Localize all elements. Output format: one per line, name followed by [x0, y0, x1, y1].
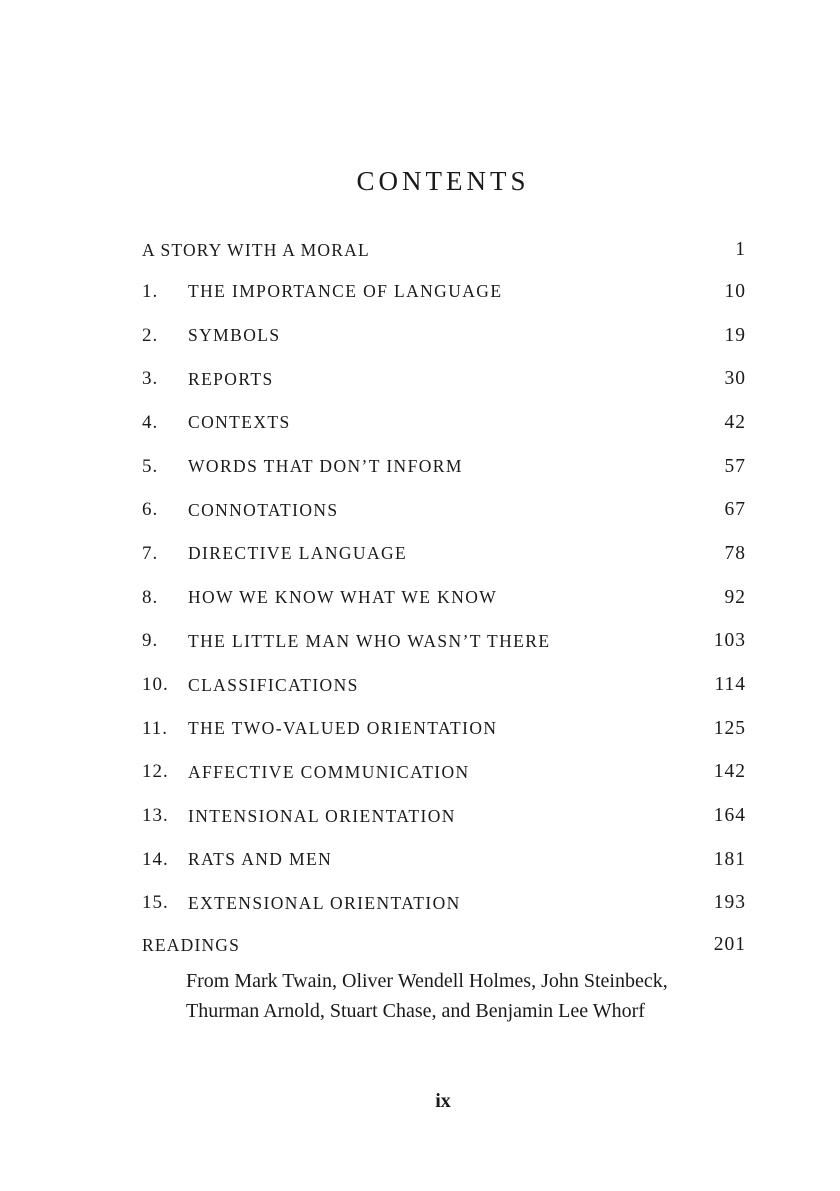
toc-entry-chapter-12 [142, 751, 746, 795]
toc-entry-number: 13. [142, 805, 169, 827]
toc-entry-chapter-7 [142, 532, 746, 576]
toc-entry-number: 4. [142, 411, 159, 433]
toc-entry-page: 201 [713, 934, 746, 956]
readings-description: From Mark Twain, Oliver Wendell Holmes, John Steinbeck, Thurman Arnold, Stuart Chase, and Benjamin Lee Whorf [186, 970, 668, 1022]
toc-entry-page: 42 [724, 411, 746, 433]
toc-entry-chapter-3 [142, 357, 746, 401]
page-number: ix [435, 1090, 451, 1112]
toc-entry-label: CONNOTATIONS [188, 499, 339, 520]
toc-entry-label: DIRECTIVE LANGUAGE [188, 543, 408, 564]
toc-entry-label: WORDS THAT DON’T INFORM [188, 456, 463, 477]
toc-entry-number: 7. [142, 542, 159, 564]
toc-entry-page: 57 [724, 455, 746, 477]
toc-entry-page: 1 [735, 239, 746, 260]
toc-entry-label: SYMBOLS [188, 325, 281, 346]
toc-entry-page: 114 [714, 674, 746, 696]
toc-entry-number: 2. [142, 324, 159, 346]
toc-entry-label: CLASSIFICATIONS [188, 674, 359, 695]
toc-entry-number: 3. [142, 368, 159, 390]
toc-entry-page: 67 [724, 499, 746, 521]
toc-entry-page: 193 [713, 892, 746, 914]
toc-entry-number: 12. [142, 761, 169, 783]
toc-entry-number: 5. [142, 455, 159, 477]
toc-entry-label: THE IMPORTANCE OF LANGUAGE [188, 281, 503, 302]
toc-entry-number: 10. [142, 674, 169, 696]
toc-entry-label: EXTENSIONAL ORIENTATION [188, 892, 461, 913]
toc-entry-chapter-14 [142, 838, 746, 882]
toc-entry-chapter-6 [142, 488, 746, 532]
table-of-contents [142, 236, 746, 959]
toc-entry-number: 15. [142, 892, 169, 914]
toc-entry-page: 19 [724, 324, 746, 346]
toc-entry-number: 1. [142, 280, 159, 302]
toc-entry-chapter-4 [142, 401, 746, 445]
toc-entry-chapter-8 [142, 576, 746, 620]
toc-entry-label: THE TWO-VALUED ORIENTATION [188, 718, 498, 739]
toc-entry-label: INTENSIONAL ORIENTATION [188, 805, 456, 826]
toc-entry-chapter-2 [142, 314, 746, 358]
toc-entry-chapter-13 [142, 794, 746, 838]
toc-entry-page: 181 [713, 848, 746, 870]
toc-entry-label: CONTEXTS [188, 412, 291, 433]
page-title: CONTENTS [356, 166, 530, 196]
toc-entry-label: READINGS [142, 934, 241, 955]
toc-entry-chapter-10 [142, 663, 746, 707]
toc-entry-label: HOW WE KNOW WHAT WE KNOW [188, 587, 498, 608]
toc-entry-number: 6. [142, 499, 159, 521]
toc-entry-page: 92 [724, 586, 746, 608]
toc-entry-chapter-11 [142, 707, 746, 751]
toc-entry-number: 11. [142, 717, 169, 739]
toc-entry-page: 30 [724, 368, 746, 390]
toc-entry-page: 164 [713, 805, 746, 827]
toc-entry-page: 125 [713, 717, 746, 739]
toc-entry-chapter-1 [142, 270, 746, 314]
toc-entry-page: 142 [713, 761, 746, 783]
toc-entry-intro [142, 236, 746, 264]
toc-entry-chapter-15 [142, 882, 746, 926]
toc-entry-page: 103 [713, 630, 746, 652]
toc-entry-label: RATS AND MEN [188, 849, 333, 870]
toc-entry-chapter-9 [142, 620, 746, 664]
toc-entry-chapter-5 [142, 445, 746, 489]
toc-entry-number: 9. [142, 630, 159, 652]
toc-entry-label: AFFECTIVE COMMUNICATION [188, 761, 470, 782]
toc-entry-readings [142, 931, 746, 959]
toc-entry-label: REPORTS [188, 368, 274, 389]
toc-entry-label: A STORY WITH A MORAL [142, 239, 370, 260]
toc-entry-label: THE LITTLE MAN WHO WASN’T THERE [188, 630, 551, 651]
toc-entry-page: 10 [724, 280, 746, 302]
toc-entry-number: 8. [142, 586, 159, 608]
toc-entry-page: 78 [724, 542, 746, 564]
toc-entry-number: 14. [142, 848, 169, 870]
